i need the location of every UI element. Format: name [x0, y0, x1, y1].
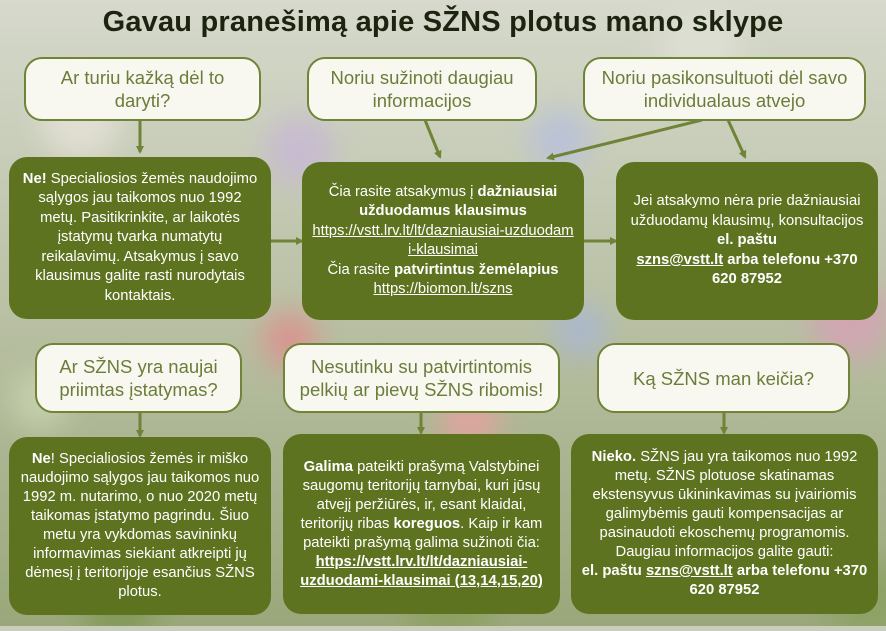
question-box-6 [597, 343, 850, 413]
answer-box-3 [616, 162, 878, 320]
maps-link[interactable]: https://biomon.lt/szns [373, 281, 513, 297]
answer-text: Ne! Specialiosios žemės ir miško naudojimo sąlygos jau taikomos nuo 1992 m. nutarimo, o nuo 2020 metų taikomas įstatymo pagrindu. Šiuo metu yra vykdomas savininkų informavimas siekiant atkreipti jų dėmesį į teritorijoje esančius SŽNS plotus. [20, 451, 260, 600]
answer-box-6: Nieko. SŽNS jau yra taikomos nuo 1992 metų. SŽNS plotuose skatinamas ekstensyvus ūkininkavimas su įvairiomis galimybėmis gauti kompensacijas ar pasinaudoti ekoschemų programomis. Daugiau informacijos galite gauti: el. paštu szns@vstt.lt arba telefonu +370 620 87952 [571, 434, 878, 614]
request-link[interactable]: https://vstt.lrv.lt/lt/dazniausiai-uzduodami-klausimai [300, 553, 528, 589]
answer-box-2 [302, 162, 584, 320]
question-box-1 [24, 57, 261, 121]
email-link[interactable]: szns@vstt.lt [645, 563, 733, 579]
answer-text: Nieko. SŽNS jau yra taikomos nuo 1992 metų. SŽNS plotuose skatinamas ekstensyvus ūkininkavimas su įvairiomis galimybėmis gauti kompensacijas ar pasinaudoti ekoschemų programomis. [591, 449, 858, 541]
question-text: Ką SŽNS man keičia? [633, 367, 814, 389]
question-box-5 [283, 343, 560, 413]
answer-text: Jei atsakymo nėra prie dažniausiai užduodamų klausimų, konsultacijos el. paštu szns@vstt.lt arba telefonu +370 620 87952 [630, 193, 864, 288]
question-text: Ar turiu kažką dėl to daryti? [60, 67, 225, 111]
question-text: Noriu pasikonsultuoti dėl savo individualaus atvejo [601, 67, 848, 111]
answer-box-1 [9, 157, 271, 319]
question-text: Nesutinku su patvirtintomis pelkių ar pievų SŽNS ribomis! [299, 356, 544, 400]
page-title: Gavau pranešimą apie SŽNS plotus mano sklype [102, 6, 784, 38]
question-box-3 [583, 57, 866, 121]
question-text: Ar SŽNS yra naujai priimtas įstatymas? [59, 356, 218, 400]
answer-text: Galima pateikti prašymą Valstybinei saugomų teritorijų tarnybai, kuri jūsų atvejį peržiūrės, ir, esant klaidai, teritorijų ribas koreguos. Kaip ir kam pateikti prašymą galima sužinoti čia: [300, 458, 543, 551]
answer-box-4 [9, 437, 271, 615]
faq-link[interactable]: https://vstt.lrv.lt/lt/dazniausiai-uzduodami-klausimai [312, 222, 574, 258]
answer-box-5: Galima pateikti prašymą Valstybinei saugomų teritorijų tarnybai, kuri jūsų atvejį peržiūrės, ir, esant klaidai, teritorijų ribas koreguos. Kaip ir kam pateikti prašymą galima sužinoti čia: https://vstt.lrv.lt/lt/dazniausiai-uzduodami-klausimai (13,14,15,20) [283, 434, 560, 614]
email-link[interactable]: szns@vstt.lt [636, 251, 724, 268]
maps-line: Čia rasite patvirtintus žemėlapius [327, 261, 559, 278]
question-text: Noriu sužinoti daugiau informacijos [330, 67, 514, 111]
faq-line: Čia rasite atsakymus į dažniausiai užduodamus klausimus [328, 183, 558, 219]
question-box-4 [35, 343, 242, 413]
more-info-text: Daugiau informacijos galite gauti: [615, 544, 834, 560]
question-box-2 [307, 57, 537, 121]
answer-text: Ne! Specialiosios žemės naudojimo sąlygos jau taikomos nuo 1992 metų. Pasitikrinkite, ar laikotės įstatymų tvarka numatytų reikalavimų. Atsakymus į savo klausimus galite rasti nurodytais kontaktais. [22, 170, 258, 304]
